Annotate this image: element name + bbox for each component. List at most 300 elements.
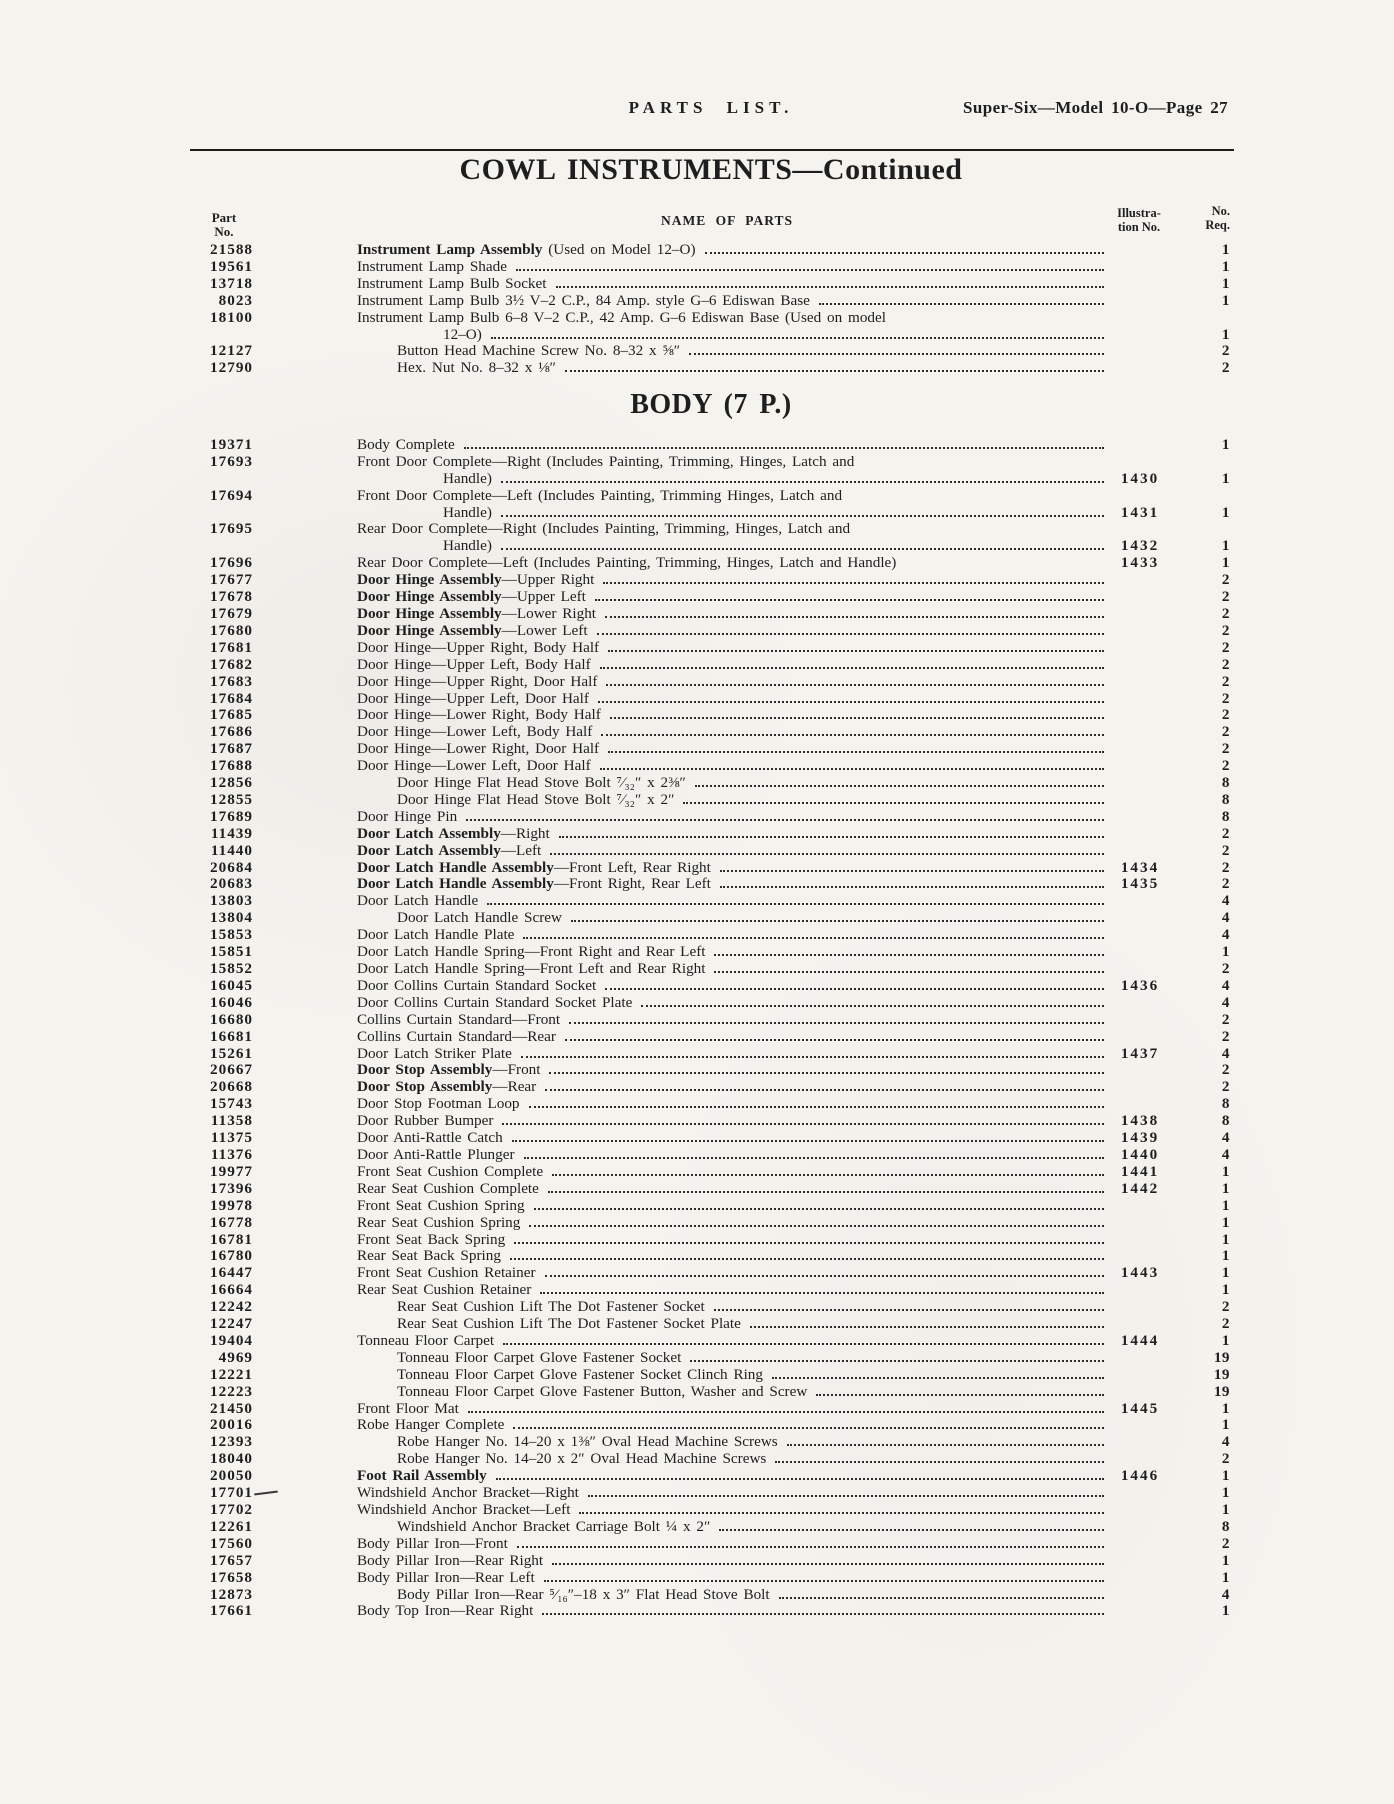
dot-leader <box>521 1056 1104 1058</box>
part-name-line <box>253 809 1108 826</box>
part-name-line <box>253 961 1108 978</box>
req-count: 1 <box>1221 554 1230 572</box>
part-name-line <box>253 259 1108 276</box>
part-name-continuation: Handle) <box>443 537 492 555</box>
part-name-line <box>253 1570 1108 1587</box>
req-count: 8 <box>1221 807 1230 825</box>
part-number: 17693 <box>210 452 253 470</box>
part-number: 17677 <box>210 571 253 589</box>
table-row <box>195 826 1230 843</box>
table-row <box>195 1232 1230 1249</box>
part-name-line <box>253 1062 1108 1079</box>
illustration-number: 1435 <box>1120 875 1160 893</box>
parts-table-cowl-instruments <box>195 242 1230 377</box>
dot-leader <box>501 515 1104 517</box>
part-name-line <box>253 276 1108 293</box>
req-count: 1 <box>1221 1196 1230 1214</box>
part-name: Robe Hanger No. 14–20 x 2″ Oval Head Machine Screws <box>397 1450 767 1468</box>
part-number: 17702 <box>210 1501 253 1518</box>
part-name: Body Pillar Iron—Rear Left <box>357 1568 535 1586</box>
dot-leader <box>720 870 1104 872</box>
table-row <box>195 1417 1230 1434</box>
req-count: 4 <box>1221 993 1230 1011</box>
parts-table-body <box>195 437 1230 1620</box>
part-name: Door Hinge—Upper Left, Body Half <box>357 655 591 673</box>
part-number: 17685 <box>210 706 253 724</box>
dot-leader <box>501 548 1104 550</box>
part-name-cell <box>253 707 1108 724</box>
dot-leader <box>579 1512 1104 1514</box>
part-number: 16681 <box>210 1027 253 1045</box>
part-number: 18040 <box>210 1450 253 1468</box>
part-number: 13803 <box>210 892 253 910</box>
illustration-number: 1446 <box>1120 1467 1160 1485</box>
part-name-line <box>253 1468 1108 1485</box>
req-count: 1 <box>1221 1281 1230 1299</box>
part-name-line <box>253 1553 1108 1570</box>
req-count: 2 <box>1221 706 1230 724</box>
part-name-cell <box>253 1248 1108 1265</box>
part-number: 11375 <box>210 1129 253 1147</box>
part-name: Rear Seat Cushion Complete <box>357 1179 539 1197</box>
req-count: 1 <box>1221 1162 1230 1180</box>
dot-leader <box>816 1394 1104 1396</box>
dot-leader <box>496 1478 1104 1480</box>
req-count: 4 <box>1221 1585 1230 1603</box>
part-name-line <box>253 1096 1108 1113</box>
req-count: 2 <box>1221 621 1230 639</box>
part-name: Door Hinge Flat Head Stove Bolt ⁷⁄₃₂″ x 2″ <box>397 790 675 808</box>
part-name-cell <box>253 1333 1108 1350</box>
part-name: Collins Curtain Standard—Rear <box>357 1027 556 1045</box>
table-row <box>195 572 1230 589</box>
part-name-cell <box>253 1401 1108 1418</box>
table-row <box>195 623 1230 640</box>
part-name-cell <box>253 792 1108 809</box>
table-row <box>195 1299 1230 1316</box>
part-name-cell <box>253 1079 1108 1096</box>
dot-leader <box>548 1191 1104 1193</box>
req-count: 2 <box>1221 689 1230 707</box>
dot-leader <box>714 971 1104 973</box>
part-name-line <box>253 1316 1108 1333</box>
dot-leader <box>641 1005 1104 1007</box>
part-name-line <box>253 1130 1108 1147</box>
dot-leader <box>750 1326 1104 1328</box>
dot-leader <box>545 1275 1104 1277</box>
part-name-continuation-line <box>253 327 1108 344</box>
table-row <box>195 1603 1230 1620</box>
part-number: 16680 <box>210 1010 253 1028</box>
req-count: 2 <box>1221 1027 1230 1045</box>
part-number: 13718 <box>210 274 253 292</box>
part-name: Door Stop Assembly—Rear <box>357 1078 537 1096</box>
req-count: 4 <box>1221 1145 1230 1163</box>
part-name: Instrument Lamp Shade <box>357 257 507 275</box>
part-number: 17694 <box>210 486 253 504</box>
table-row <box>195 961 1230 978</box>
table-row <box>195 978 1230 995</box>
dot-leader <box>556 286 1105 288</box>
part-number: 15743 <box>210 1095 253 1113</box>
part-number: 16046 <box>210 993 253 1011</box>
table-row <box>195 1502 1230 1519</box>
part-name: Door Stop Assembly—Front <box>357 1061 541 1079</box>
part-name-cell <box>253 1553 1108 1570</box>
req-count: 2 <box>1221 875 1230 893</box>
req-count: 8 <box>1221 1095 1230 1113</box>
table-row <box>195 944 1230 961</box>
part-name: Rear Seat Cushion Retainer <box>357 1281 532 1299</box>
part-name: Instrument Lamp Bulb 6–8 V–2 C.P., 42 Amp. G–6 Ediswan Base (Used on model <box>357 308 886 326</box>
part-name-line <box>253 623 1108 640</box>
part-name: Body Complete <box>357 436 455 454</box>
part-name-cell <box>253 1384 1108 1401</box>
dot-leader <box>720 886 1104 888</box>
part-name-line <box>253 1434 1108 1451</box>
req-count: 2 <box>1221 960 1230 977</box>
table-row <box>195 1096 1230 1113</box>
table-row <box>195 437 1230 454</box>
part-name: Hex. Nut No. 8–32 x ⅛″ <box>397 359 556 377</box>
req-count: 8 <box>1221 790 1230 808</box>
dot-leader <box>772 1377 1104 1379</box>
part-number: 21588 <box>210 241 253 258</box>
part-number: 16447 <box>210 1264 253 1282</box>
part-name-cell <box>253 1468 1108 1485</box>
part-name-line <box>253 944 1108 961</box>
table-row <box>195 995 1230 1012</box>
part-name: Door Hinge—Lower Left, Body Half <box>357 723 593 741</box>
part-name: Door Hinge—Upper Right, Door Half <box>357 672 598 690</box>
part-name-cell <box>253 961 1108 978</box>
dot-leader <box>516 269 1104 271</box>
req-count: 2 <box>1221 723 1230 741</box>
part-name: Front Door Complete—Right (Includes Painting, Trimming, Hinges, Latch and <box>357 452 855 470</box>
table-row <box>195 1350 1230 1367</box>
part-name-cell <box>253 724 1108 741</box>
part-number: 17681 <box>210 638 253 656</box>
part-name: Tonneau Floor Carpet Glove Fastener Socket <box>397 1348 682 1366</box>
page-header-model-page: Super-Six—Model 10-O—Page 27 <box>963 98 1228 117</box>
req-count: 1 <box>1221 241 1230 258</box>
part-name-cell <box>253 1198 1108 1215</box>
req-count: 4 <box>1221 909 1230 927</box>
part-name-cell <box>253 1587 1108 1604</box>
part-number: 17679 <box>210 604 253 622</box>
part-number: 12393 <box>210 1433 253 1451</box>
part-name-cell <box>253 910 1108 927</box>
part-name: Door Anti-Rattle Plunger <box>357 1145 515 1163</box>
part-number: 17661 <box>210 1602 253 1620</box>
part-name: Door Latch Handle Screw <box>397 909 562 927</box>
req-count: 2 <box>1221 342 1230 360</box>
req-count: 2 <box>1221 672 1230 690</box>
part-name: Tonneau Floor Carpet Glove Fastener Button, Washer and Screw <box>397 1382 808 1400</box>
req-count: 1 <box>1221 1568 1230 1586</box>
dot-leader <box>600 667 1104 669</box>
req-count: 2 <box>1221 1450 1230 1468</box>
part-name-cell <box>253 572 1108 589</box>
part-number: 11376 <box>210 1145 253 1163</box>
table-row <box>195 775 1230 792</box>
part-number: 11358 <box>210 1112 253 1130</box>
illustration-number: 1433 <box>1120 554 1160 572</box>
part-name-line <box>253 1164 1108 1181</box>
part-number: 8023 <box>218 291 253 309</box>
part-name: Tonneau Floor Carpet Glove Fastener Socket Clinch Ring <box>397 1365 763 1383</box>
part-name-cell <box>253 1062 1108 1079</box>
req-count: 2 <box>1221 638 1230 656</box>
req-count: 2 <box>1221 604 1230 622</box>
column-header-no-req: No. Req. <box>1205 204 1230 232</box>
part-number: 17678 <box>210 588 253 606</box>
table-row <box>195 910 1230 927</box>
part-name-cell <box>253 1130 1108 1147</box>
part-number: 17686 <box>210 723 253 741</box>
part-number: 17684 <box>210 689 253 707</box>
req-count: 1 <box>1221 1467 1230 1485</box>
part-name-cell <box>253 1181 1108 1198</box>
req-count: 1 <box>1221 257 1230 275</box>
part-name-cell <box>253 826 1108 843</box>
dot-leader <box>502 1123 1104 1125</box>
part-number: 20668 <box>210 1078 253 1096</box>
part-name-cell <box>253 1417 1108 1434</box>
illustration-number: 1438 <box>1120 1112 1160 1130</box>
part-name: Foot Rail Assembly <box>357 1467 487 1485</box>
part-name: Door Collins Curtain Standard Socket <box>357 976 597 994</box>
part-name: Body Top Iron—Rear Right <box>357 1602 534 1620</box>
part-number: 11440 <box>210 841 253 859</box>
req-count: 2 <box>1221 588 1230 606</box>
part-name-cell <box>253 809 1108 826</box>
req-count: 2 <box>1221 1078 1230 1096</box>
part-name: Front Seat Cushion Spring <box>357 1196 525 1214</box>
part-name-line <box>253 1350 1108 1367</box>
req-count: 19 <box>1213 1382 1230 1400</box>
dot-leader <box>603 582 1104 584</box>
part-name-line <box>253 310 1108 327</box>
table-row <box>195 792 1230 809</box>
part-name-line <box>253 1417 1108 1434</box>
part-name: Door Latch Assembly—Left <box>357 841 542 859</box>
req-count: 2 <box>1221 1010 1230 1028</box>
part-name-line <box>253 1181 1108 1198</box>
dot-leader <box>714 1309 1104 1311</box>
part-number: 12873 <box>210 1585 253 1603</box>
part-name-line <box>253 724 1108 741</box>
part-name-cell <box>253 1113 1108 1130</box>
dot-leader <box>819 303 1104 305</box>
part-name: Door Hinge—Upper Left, Door Half <box>357 689 589 707</box>
part-name-line <box>253 843 1108 860</box>
table-row <box>195 293 1230 310</box>
part-name-line <box>253 521 1108 538</box>
part-number: 12127 <box>210 342 253 360</box>
column-header-illustration-no: Illustra- tion No. <box>1117 206 1161 234</box>
table-row <box>195 1046 1230 1063</box>
req-count: 4 <box>1221 1433 1230 1451</box>
req-count: 2 <box>1221 858 1230 876</box>
req-count: 2 <box>1221 1061 1230 1079</box>
column-header-name-of-parts: NAME OF PARTS <box>660 213 794 228</box>
dot-leader <box>719 1529 1104 1531</box>
part-name: Windshield Anchor Bracket—Right <box>357 1484 579 1502</box>
table-row <box>195 674 1230 691</box>
part-name: Rear Seat Back Spring <box>357 1247 501 1265</box>
part-name-line <box>253 1232 1108 1249</box>
part-name-line <box>253 343 1108 360</box>
part-name: Instrument Lamp Bulb Socket <box>357 274 547 292</box>
part-name: Door Latch Handle Spring—Front Right and Rear Left <box>357 943 706 961</box>
part-name-line <box>253 927 1108 944</box>
column-header-part-no: Part No. <box>211 210 237 239</box>
req-count: 19 <box>1213 1348 1230 1366</box>
illustration-number: 1432 <box>1120 537 1160 555</box>
illustration-number: 1437 <box>1120 1044 1160 1062</box>
part-number: 20684 <box>210 858 253 876</box>
dot-leader <box>565 370 1104 372</box>
table-row <box>195 1587 1230 1604</box>
part-name-line <box>253 454 1108 471</box>
table-row <box>195 1519 1230 1536</box>
part-number: 17682 <box>210 655 253 673</box>
part-name: Door Latch Handle Plate <box>357 926 515 944</box>
part-name-line <box>253 860 1108 877</box>
dot-leader <box>524 1157 1104 1159</box>
table-row <box>195 1198 1230 1215</box>
illustration-number: 1434 <box>1120 858 1160 876</box>
section-title-body: BODY (7 P.) <box>630 389 792 420</box>
table-row <box>195 242 1230 259</box>
page-header-title: PARTS LIST. <box>628 98 794 117</box>
req-count: 2 <box>1221 1298 1230 1316</box>
dot-leader <box>552 1563 1104 1565</box>
part-name-line <box>253 1029 1108 1046</box>
req-count: 2 <box>1221 655 1230 673</box>
table-row <box>195 1384 1230 1401</box>
dot-leader <box>598 701 1104 703</box>
part-name: Robe Hanger No. 14–20 x 1⅜″ Oval Head Machine Screws <box>397 1433 778 1451</box>
part-name-cell <box>253 1350 1108 1367</box>
part-name: Door Hinge—Lower Left, Door Half <box>357 757 591 775</box>
part-number: 15852 <box>210 960 253 977</box>
req-count: 4 <box>1221 1044 1230 1062</box>
req-count: 1 <box>1221 325 1230 343</box>
part-name: Rear Seat Cushion Lift The Dot Fastener Socket <box>397 1298 705 1316</box>
part-name-line <box>253 707 1108 724</box>
table-row <box>195 343 1230 360</box>
part-name: Door Hinge—Upper Right, Body Half <box>357 638 600 656</box>
dot-leader <box>545 1089 1104 1091</box>
part-name-cell <box>253 521 1108 555</box>
part-number: 20050 <box>210 1467 253 1485</box>
section-title-cowl-instruments: COWL INSTRUMENTS—Continued <box>459 153 963 186</box>
part-name-line <box>253 691 1108 708</box>
part-name: Door Hinge—Lower Right, Door Half <box>357 740 600 758</box>
illustration-number: 1436 <box>1120 976 1160 994</box>
part-name-cell <box>253 978 1108 995</box>
table-row <box>195 1130 1230 1147</box>
req-count: 1 <box>1221 1247 1230 1265</box>
part-name-line <box>253 1113 1108 1130</box>
part-name: Front Seat Back Spring <box>357 1230 506 1248</box>
part-number: 17680 <box>210 621 253 639</box>
table-row <box>195 640 1230 657</box>
dot-leader <box>559 836 1104 838</box>
part-name-cell <box>253 1603 1108 1620</box>
table-row <box>195 1536 1230 1553</box>
illustration-number: 1444 <box>1120 1331 1160 1349</box>
part-number: 16781 <box>210 1230 253 1248</box>
table-row <box>195 893 1230 910</box>
part-name: Door Hinge Assembly—Upper Left <box>357 588 586 606</box>
req-count: 8 <box>1221 1517 1230 1535</box>
part-number: 16664 <box>210 1281 253 1299</box>
part-name-continuation-line <box>253 505 1108 522</box>
part-name-cell <box>253 1265 1108 1282</box>
req-count: 1 <box>1221 503 1230 521</box>
part-number: 17687 <box>210 740 253 758</box>
illustration-number: 1430 <box>1120 469 1160 487</box>
table-row <box>195 1316 1230 1333</box>
table-row <box>195 310 1230 344</box>
part-name: Door Hinge Assembly—Lower Right <box>357 604 597 622</box>
part-name-cell <box>253 1232 1108 1249</box>
part-name: Front Seat Cushion Complete <box>357 1162 544 1180</box>
table-row <box>195 1367 1230 1384</box>
part-name-line <box>253 826 1108 843</box>
req-count: 19 <box>1213 1365 1230 1383</box>
part-name: Door Latch Handle Assembly—Front Left, Rear Right <box>357 858 711 876</box>
req-count: 2 <box>1221 359 1230 377</box>
part-name-cell <box>253 293 1108 310</box>
part-number: 12261 <box>210 1517 253 1535</box>
table-row <box>195 360 1230 377</box>
dot-leader <box>600 768 1104 770</box>
req-count: 1 <box>1221 537 1230 555</box>
dot-leader <box>466 819 1104 821</box>
illustration-number: 1445 <box>1120 1399 1160 1417</box>
dot-leader <box>534 1208 1104 1210</box>
dot-leader <box>605 616 1104 618</box>
part-name-cell <box>253 1434 1108 1451</box>
illustration-number: 1440 <box>1120 1145 1160 1163</box>
req-count: 1 <box>1221 1602 1230 1620</box>
part-number: 15851 <box>210 943 253 961</box>
table-row <box>195 876 1230 893</box>
dot-leader <box>571 920 1104 922</box>
part-name-cell <box>253 276 1108 293</box>
part-name: Door Latch Striker Plate <box>357 1044 512 1062</box>
req-count: 4 <box>1221 926 1230 944</box>
part-number: 15261 <box>210 1044 253 1062</box>
part-name: Door Hinge Assembly—Upper Right <box>357 571 595 589</box>
part-name-cell <box>253 360 1108 377</box>
part-name: Body Pillar Iron—Front <box>357 1534 508 1552</box>
part-name-cell <box>253 691 1108 708</box>
table-row <box>195 589 1230 606</box>
table-row <box>195 1147 1230 1164</box>
part-number: 19978 <box>210 1196 253 1214</box>
part-name-line <box>253 876 1108 893</box>
part-name-line <box>253 606 1108 623</box>
req-count: 1 <box>1221 274 1230 292</box>
part-name-cell <box>253 343 1108 360</box>
req-count: 2 <box>1221 1534 1230 1552</box>
part-number: 19977 <box>210 1162 253 1180</box>
